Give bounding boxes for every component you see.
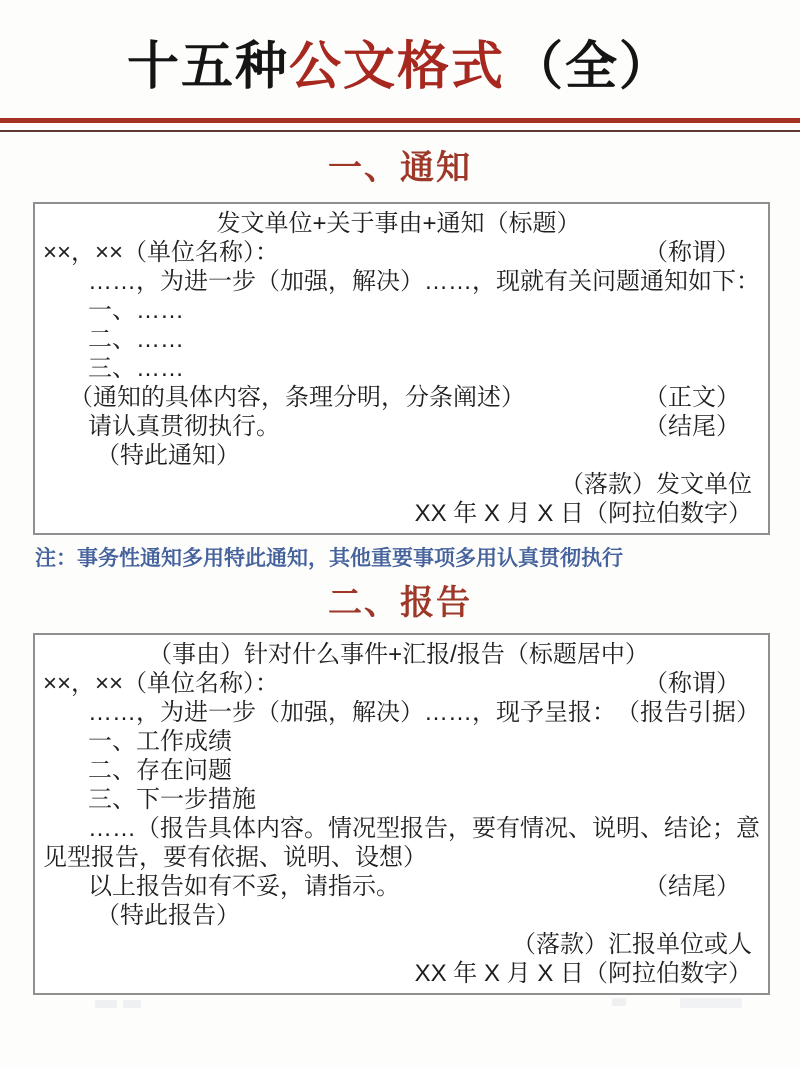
report-salutation-note: （称谓） — [644, 670, 740, 697]
report-salutation-line — [41, 669, 756, 698]
report-closing-line — [41, 872, 756, 901]
notice-date-line — [41, 499, 756, 528]
report-intro-line — [41, 698, 760, 727]
report-item2: 二、存在问题 — [88, 757, 232, 784]
section-heading-notice: 一、通知 — [328, 149, 472, 187]
notice-hereby: （特此通知） — [96, 442, 240, 469]
notice-intro: ……，为进一步（加强，解决）……，现就有关问题通知如下： — [88, 268, 760, 295]
divider-thick-line — [0, 118, 800, 123]
notice-body-note: （正文） — [644, 384, 740, 411]
divider-thin-line — [0, 130, 800, 132]
report-item2-line — [41, 756, 756, 785]
report-closing: 以上报告如有不妥，请指示。 — [88, 873, 400, 900]
watermark-smudge — [95, 1000, 117, 1008]
notice-closing: 请认真贯彻执行。 — [88, 413, 280, 440]
notice-date: XX 年 X 月 X 日（阿拉伯数字） — [414, 500, 752, 527]
report-body-line1 — [41, 814, 760, 843]
report-signature-line — [41, 930, 756, 959]
report-item1: 一、工作成绩 — [88, 728, 232, 755]
notice-box-title-line — [41, 209, 756, 238]
report-item1-line — [41, 727, 756, 756]
notice-item3-line — [41, 354, 756, 383]
notice-box-title: 发文单位+关于事由+通知（标题） — [216, 210, 581, 237]
report-hereby-line — [41, 901, 756, 930]
watermark-smudge — [680, 998, 742, 1008]
report-box-title: （事由）针对什么事件+汇报/报告（标题居中） — [148, 641, 649, 668]
section-heading-report: 二、报告 — [328, 584, 472, 622]
notice-footnote: 注：事务性通知多用特此通知，其他重要事项多用认真贯彻执行 — [35, 547, 623, 570]
notice-item1: 一、…… — [88, 297, 184, 324]
notice-salutation-line — [41, 238, 756, 267]
notice-salutation: ××，××（单位名称）： — [43, 239, 280, 266]
report-intro: ……，为进一步（加强，解决）……，现予呈报： — [88, 699, 616, 726]
notice-closing-note: （结尾） — [644, 413, 740, 440]
report-date-line — [41, 959, 756, 988]
notice-format-box — [33, 202, 770, 535]
notice-item2: 二、…… — [88, 326, 184, 353]
report-intro-note: （报告引据） — [616, 699, 760, 726]
report-box-title-line — [41, 640, 756, 669]
report-signature: （落款）汇报单位或人 — [512, 931, 752, 958]
notice-body-line — [41, 383, 756, 412]
report-closing-note: （结尾） — [644, 873, 740, 900]
notice-item1-line — [41, 296, 756, 325]
notice-body: （通知的具体内容，条理分明，分条阐述） — [69, 384, 525, 411]
report-body-part2: 见型报告，要有依据、说明、设想） — [43, 844, 427, 871]
report-body-line2 — [41, 843, 756, 872]
notice-signature: （落款）发文单位 — [560, 471, 752, 498]
watermark-smudge — [612, 998, 626, 1006]
notice-salutation-note: （称谓） — [644, 239, 740, 266]
notice-item2-line — [41, 325, 756, 354]
watermark-smudge — [123, 1000, 141, 1008]
report-hereby: （特此报告） — [96, 902, 240, 929]
report-date: XX 年 X 月 X 日（阿拉伯数字） — [414, 960, 752, 987]
notice-hereby-line — [41, 441, 756, 470]
report-item3-line — [41, 785, 756, 814]
report-item3: 三、下一步措施 — [88, 786, 256, 813]
notice-intro-line — [41, 267, 760, 296]
report-format-box — [33, 633, 770, 995]
report-body-part1: ……（报告具体内容。情况型报告，要有情况、说明、结论；意 — [88, 815, 760, 842]
report-salutation: ××，××（单位名称）： — [43, 670, 280, 697]
notice-item3: 三、…… — [88, 355, 184, 382]
title-prefix: 十五种 — [126, 38, 289, 96]
title-suffix: （全） — [511, 38, 674, 96]
notice-signature-line — [41, 470, 756, 499]
notice-closing-line — [41, 412, 756, 441]
title-highlight: 公文格式 — [288, 38, 505, 96]
page-title — [0, 0, 800, 100]
